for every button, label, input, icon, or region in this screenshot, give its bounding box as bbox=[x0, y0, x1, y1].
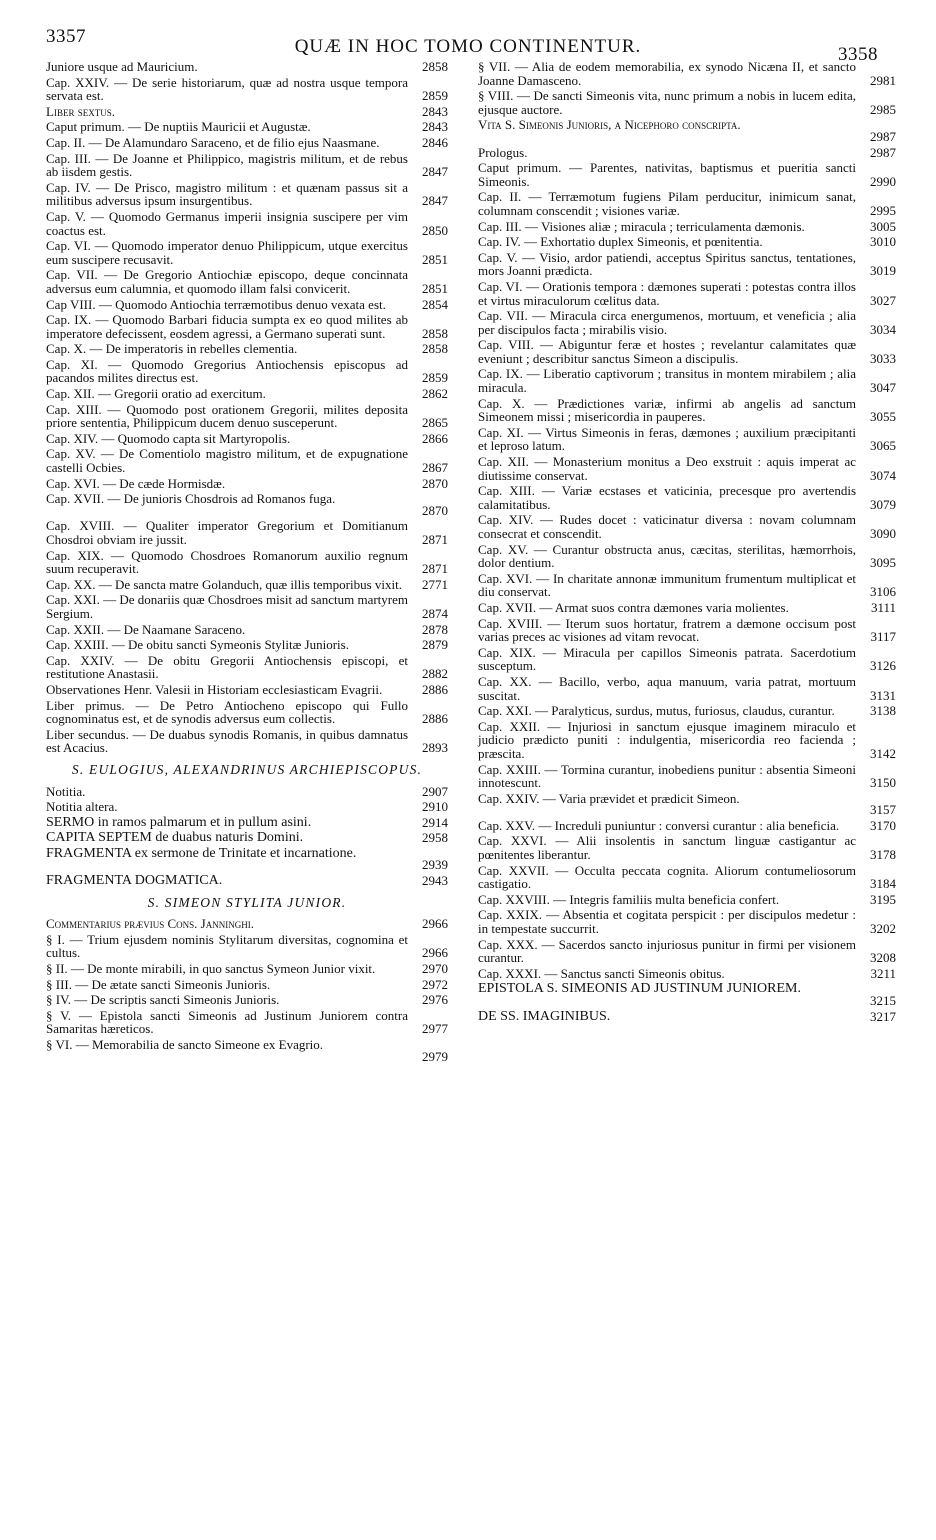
toc-entry-page: 2858 bbox=[422, 341, 448, 357]
toc-entry-text: DE SS. IMAGINIBUS. bbox=[478, 1008, 611, 1024]
toc-entry-page: 3117 bbox=[870, 629, 896, 645]
toc-entry-page: 2886 bbox=[422, 711, 448, 727]
toc-entry-text: Cap. XXXI. — Sanctus sancti Simeonis obitus. bbox=[478, 965, 725, 981]
toc-entry bbox=[46, 181, 448, 208]
toc-entry-text: Notitia. bbox=[46, 783, 86, 799]
toc-entry-page: 2879 bbox=[422, 637, 448, 653]
toc-entry-page: 2846 bbox=[422, 134, 448, 150]
toc-entry-page: 2867 bbox=[422, 460, 448, 476]
toc-entry bbox=[46, 403, 448, 430]
toc-entry-text: Vita S. Simeonis Junioris, a Nicephoro conscripta. bbox=[478, 117, 741, 133]
toc-entry-page: 3111 bbox=[870, 599, 896, 615]
toc-entry bbox=[46, 917, 448, 931]
toc-entry bbox=[478, 792, 896, 817]
toc-entry bbox=[478, 617, 896, 644]
toc-entry-page: 3033 bbox=[870, 350, 896, 366]
toc-entry bbox=[46, 210, 448, 237]
toc-entry-text: Liber primus. — De Petro Antiocheno episcopo qui Fullo cognominatus est, et de synodis adversus eum collectis. bbox=[46, 697, 408, 727]
toc-entry bbox=[478, 161, 896, 188]
toc-entry-page: 3184 bbox=[870, 876, 896, 892]
toc-entry-page: 2871 bbox=[422, 532, 448, 547]
toc-entry bbox=[478, 982, 896, 1007]
toc-entry bbox=[478, 338, 896, 365]
toc-entry-text: Commentarius prævius Cons. Janninghi. bbox=[46, 916, 254, 932]
toc-entry bbox=[46, 298, 448, 312]
toc-entry-text: § VIII. — De sancti Simeonis vita, nunc primum a nobis in lucem edita, ejusque auctore. bbox=[478, 88, 856, 117]
toc-entry-text: Cap. XIV. — Quomodo capta sit Martyropolis. bbox=[46, 430, 291, 446]
toc-entry-text: Cap. XXVI. — Alii insolentis in sanctum linguæ castigantur ac pœnitentes liberantur. bbox=[478, 833, 856, 863]
toc-entry bbox=[46, 152, 448, 179]
toc-entry-text: Cap. VII. — De Gregorio Antiochiæ episcopo, deque concinnata adversus eum calumnia, et quomodo illam falsi convicerit. bbox=[46, 267, 408, 296]
toc-entry-page: 2859 bbox=[422, 370, 448, 386]
toc-entry-page: 3019 bbox=[870, 263, 896, 279]
toc-entry bbox=[46, 593, 448, 620]
toc-entry-page: 3095 bbox=[870, 555, 896, 571]
toc-entry-text: Cap. VI. — Orationis tempora : dæmones superati : potestas contra illos et virtus miraculorum cœlitus data. bbox=[478, 278, 856, 308]
toc-entry-text: Cap. XXX. — Sacerdos sancto injuriosus punitur in firmi per visionem curantur. bbox=[478, 936, 856, 966]
toc-entry-text: Cap. XVI. — De cæde Hormisdæ. bbox=[46, 475, 226, 491]
left-column bbox=[46, 60, 448, 1065]
running-title: QUÆ IN HOC TOMO CONTINENTUR. bbox=[294, 36, 642, 57]
toc-entry-text: CAPITA SEPTEM de duabus naturis Domini. bbox=[46, 830, 304, 846]
toc-entry bbox=[46, 683, 448, 697]
section-heading: S. EULOGIUS, ALEXANDRINUS ARCHIEPISCOPUS. bbox=[71, 761, 423, 777]
toc-entry-text: Cap. IV. — De Prisco, magistro militum : et quænam passus sit a militibus adversus ipsum insurgentibus. bbox=[46, 179, 408, 209]
toc-entry bbox=[46, 342, 448, 356]
toc-entry-text: Cap. VIII. — Abiguntur feræ et hostes ; revelantur calamitates quæ eveniunt ; describitur sanctus Simeon a discipulis. bbox=[478, 337, 856, 366]
toc-entry bbox=[478, 309, 896, 336]
toc-entry-text: Prologus. bbox=[478, 144, 528, 160]
toc-entry-page: 2843 bbox=[422, 103, 448, 119]
toc-entry-page: 2886 bbox=[422, 681, 448, 697]
toc-entry-text: Cap. VII. — Miracula circa energumenos, mortuum, et veneficia ; alia per discipulos facta ; mirabilis visio. bbox=[478, 308, 856, 337]
toc-entry bbox=[46, 578, 448, 592]
toc-entry-page: 2870 bbox=[422, 475, 448, 491]
toc-entry-page: 2966 bbox=[422, 916, 448, 932]
toc-entry bbox=[478, 397, 896, 424]
toc-entry bbox=[478, 513, 896, 540]
toc-entry-text: Cap. XIII. — Variæ ecstases et vaticinia, precesque pro avertendis calamitatibus. bbox=[478, 483, 856, 512]
toc-entry-page: 2862 bbox=[422, 386, 448, 402]
toc-entry-text: Cap. XX. — Bacillo, verbo, aqua manuum, varia patrat, mortuum suscitat. bbox=[478, 673, 856, 703]
toc-entry-text: Cap. XIX. — Quomodo Chosdroes Romanorum auxilio regnum suum recuperavit. bbox=[46, 547, 408, 577]
toc-entry-page: 2871 bbox=[422, 561, 448, 577]
toc-entry-page: 2865 bbox=[422, 415, 448, 431]
toc-entry-text: Cap. XIII. — Quomodo post orationem Gregorii, milites deposita priore sententia, Philippicum ducem denuo susceperunt. bbox=[46, 401, 408, 431]
toc-entry-text: § I. — Trium ejusdem nominis Stylitarum diversitas, cognomina et cultus. bbox=[46, 931, 408, 961]
toc-entry-page: 2987 bbox=[870, 128, 896, 144]
toc-entry-page: 3034 bbox=[870, 321, 896, 337]
toc-entry bbox=[478, 426, 896, 453]
toc-entry-page: 2854 bbox=[422, 296, 448, 312]
toc-entry-page: 3131 bbox=[870, 687, 896, 703]
toc-entry-text: Cap. XXII. — Injuriosi in sanctum ejusque imaginem miraculo et judicio prædicto puniti : indulgentia, misericordia reo facienda ; præscita. bbox=[478, 718, 856, 761]
toc-entry-text: Liber secundus. — De duabus synodis Romanis, in quibus damnatus est Acacius. bbox=[46, 726, 408, 756]
toc-entry bbox=[46, 638, 448, 652]
toc-entry bbox=[46, 978, 448, 992]
toc-entry-text: Caput primum. — De nuptiis Mauricii et Augustæ. bbox=[46, 119, 311, 135]
toc-entry bbox=[46, 993, 448, 1007]
toc-entry-text: Cap. II. — De Alamundaro Saraceno, et de filio ejus Naasmane. bbox=[46, 134, 380, 150]
toc-entry-text: Cap. XVII. — Armat suos contra dæmones varia molientes. bbox=[478, 599, 789, 615]
toc-entry bbox=[478, 763, 896, 790]
toc-entry bbox=[46, 933, 448, 960]
toc-entry-page: 2874 bbox=[422, 605, 448, 621]
toc-entry-page: 3138 bbox=[870, 703, 896, 719]
toc-entry-page: 2972 bbox=[422, 976, 448, 992]
toc-entry bbox=[46, 962, 448, 976]
toc-entry bbox=[478, 601, 896, 615]
toc-entry-text: FRAGMENTA DOGMATICA. bbox=[46, 873, 223, 889]
toc-entry-page: 2910 bbox=[422, 799, 448, 815]
toc-entry-text: Liber sextus. bbox=[46, 103, 115, 119]
toc-entry-page: 3079 bbox=[870, 496, 896, 512]
toc-entry bbox=[478, 455, 896, 482]
toc-entry bbox=[478, 967, 896, 981]
page-number-left: 3357 bbox=[46, 26, 86, 47]
toc-entry-page: 3090 bbox=[870, 526, 896, 541]
toc-entry-text: Cap. XVI. — In charitate annonæ immunitum frumentum multiplicat et diu conservat. bbox=[478, 570, 856, 600]
toc-entry-page: 2878 bbox=[422, 621, 448, 637]
toc-entry-text: Cap. XVIII. — Iterum suos hortatur, fratrem a dæmone occisum post varias preces ac visiones ad vitam revocat. bbox=[478, 615, 856, 645]
toc-entry-text: Cap. XIV. — Rudes docet : vaticinatur diversa : novam columnam consecrat et conscendit. bbox=[478, 512, 856, 541]
toc-entry bbox=[478, 118, 896, 143]
toc-entry-text: Cap. XXI. — Paralyticus, surdus, mutus, furiosus, claudus, curantur. bbox=[478, 703, 835, 719]
toc-entry-text: Cap. XI. — Quomodo Gregorius Antiochensis episcopus ad pacandos milites directus est. bbox=[46, 356, 408, 386]
toc-entry-page: 2977 bbox=[422, 1021, 448, 1037]
toc-entry-page: 3211 bbox=[870, 965, 896, 981]
toc-entry-page: 2847 bbox=[422, 164, 448, 180]
toc-entry-text: EPISTOLA S. SIMEONIS AD JUSTINUM JUNIOREM. bbox=[478, 981, 801, 997]
toc-entry-page: 3074 bbox=[870, 467, 896, 483]
toc-entry-page: 2866 bbox=[422, 430, 448, 446]
toc-entry bbox=[46, 387, 448, 401]
toc-entry bbox=[46, 477, 448, 491]
toc-entry-text: Notitia altera. bbox=[46, 799, 118, 815]
toc-entry bbox=[46, 654, 448, 681]
toc-entry-text: Cap. XXIV. — De obitu Gregorii Antiochensis episcopi, et restitutione Anastasii. bbox=[46, 652, 408, 682]
toc-entry-text: Cap. XXIII. — Tormina curantur, inobediens punitur : absentia Simeoni innotescunt. bbox=[478, 761, 856, 791]
toc-entry bbox=[46, 432, 448, 446]
toc-entry-page: 2970 bbox=[422, 961, 448, 977]
toc-entry bbox=[478, 484, 896, 511]
toc-entry-page: 2976 bbox=[422, 992, 448, 1008]
toc-entry bbox=[478, 819, 896, 833]
toc-entry bbox=[478, 646, 896, 673]
toc-entry-page: 2851 bbox=[422, 280, 448, 296]
toc-entry-text: Cap. III. — Visiones aliæ ; miracula ; terriculamenta dæmonis. bbox=[478, 218, 805, 234]
toc-entry-page: 2870 bbox=[422, 502, 448, 518]
toc-entry bbox=[46, 728, 448, 755]
toc-entry-page: 3055 bbox=[870, 409, 896, 425]
toc-entry-text: Cap. VI. — Quomodo imperator denuo Philippicum, utque exercitus eum suscipere recusavit. bbox=[46, 238, 408, 267]
toc-entry bbox=[46, 268, 448, 295]
toc-entry-text: Observationes Henr. Valesii in Historiam ecclesiasticam Evagrii. bbox=[46, 681, 383, 697]
toc-entry-page: 2858 bbox=[422, 325, 448, 341]
toc-entry bbox=[46, 105, 448, 119]
toc-entry-page: 2843 bbox=[422, 119, 448, 135]
toc-entry-text: Cap. IX. — Quomodo Barbari fiducia sumpta ex eo quod milites ab imperatore defecissent, eosdem agressi, a Germano superati sunt. bbox=[46, 312, 408, 341]
toc-entry-text: Cap. IX. — Liberatio captivorum ; transitus in montem mirabilem ; alia miracula. bbox=[478, 366, 856, 396]
toc-entry-page: 3195 bbox=[870, 891, 896, 907]
toc-entry bbox=[478, 864, 896, 891]
toc-entry-page: 2893 bbox=[422, 740, 448, 756]
toc-entry-page: 2966 bbox=[422, 945, 448, 961]
toc-entry bbox=[478, 720, 896, 761]
toc-entry bbox=[478, 89, 896, 116]
toc-entry bbox=[46, 60, 448, 74]
toc-entry-page: 2771 bbox=[422, 576, 448, 592]
toc-entry bbox=[46, 136, 448, 150]
toc-entry bbox=[478, 251, 896, 278]
toc-entry-page: 2858 bbox=[422, 59, 448, 74]
page-number-right: 3358 bbox=[838, 44, 878, 65]
toc-entry-text: Cap. XI. — Virtus Simeonis in feras, dæmones ; auxilium præcipitanti et leproso latum. bbox=[478, 424, 856, 454]
toc-entry-text: Cap VIII. — Quomodo Antiochia terræmotibus denuo vexata est. bbox=[46, 296, 386, 312]
toc-entry bbox=[478, 235, 896, 249]
toc-entry-page: 3010 bbox=[870, 234, 896, 250]
toc-entry-text: FRAGMENTA ex sermone de Trinitate et incarnatione. bbox=[46, 845, 357, 861]
toc-entry bbox=[46, 874, 448, 888]
toc-entry-text: § VI. — Memorabilia de sancto Simeone ex Evagrio. bbox=[46, 1037, 324, 1052]
toc-entry-page: 2985 bbox=[870, 101, 896, 117]
toc-entry-page: 3106 bbox=[870, 584, 896, 600]
toc-entry bbox=[46, 492, 448, 517]
toc-entry-text: Cap. XXIV. — De serie historiarum, quæ ad nostra usque tempora servata est. bbox=[46, 74, 408, 104]
toc-entry bbox=[478, 190, 896, 217]
toc-entry bbox=[46, 1038, 448, 1063]
toc-entry-text: Cap. XVII. — De junioris Chosdrois ad Romanos fuga. bbox=[46, 491, 336, 507]
toc-entry-page: 3157 bbox=[870, 802, 896, 818]
toc-entry-page: 3065 bbox=[870, 438, 896, 454]
toc-entry-page: 2943 bbox=[422, 873, 448, 889]
toc-entry bbox=[478, 146, 896, 160]
toc-entry bbox=[478, 572, 896, 599]
toc-entry-text: Cap. XXVII. — Occulta peccata cognita. Aliorum contumeliosorum castigatio. bbox=[478, 862, 856, 892]
toc-entry-text: § III. — De ætate sancti Simeonis Junioris. bbox=[46, 976, 271, 992]
toc-entry bbox=[46, 831, 448, 845]
toc-entry-text: Cap. XX. — De sancta matre Golanduch, quæ illis temporibus vixit. bbox=[46, 576, 402, 592]
toc-entry bbox=[46, 447, 448, 474]
toc-entry-text: Juniore usque ad Mauricium. bbox=[46, 59, 198, 74]
toc-entry-text: Cap. XII. — Gregorii oratio ad exercitum. bbox=[46, 386, 266, 402]
toc-entry bbox=[46, 699, 448, 726]
toc-entry bbox=[478, 367, 896, 394]
toc-entry bbox=[478, 675, 896, 702]
toc-entry-text: Caput primum. — Parentes, nativitas, baptismus et pueritia sancti Simeonis. bbox=[478, 160, 856, 189]
toc-entry-text: Cap. XXII. — De Naamane Saraceno. bbox=[46, 621, 246, 637]
toc-entry bbox=[46, 239, 448, 266]
toc-entry-page: 2850 bbox=[422, 222, 448, 238]
toc-entry bbox=[46, 76, 448, 103]
toc-entry-page: 3027 bbox=[870, 292, 896, 308]
toc-entry-text: Cap. X. — De imperatoris in rebelles clementia. bbox=[46, 341, 298, 357]
toc-entry-page: 3150 bbox=[870, 775, 896, 791]
right-column bbox=[478, 60, 896, 1025]
toc-entry bbox=[478, 834, 896, 861]
toc-entry bbox=[46, 519, 448, 546]
toc-entry-page: 2990 bbox=[870, 173, 896, 189]
toc-entry-text: Cap. XXIII. — De obitu sancti Symeonis Stylitæ Junioris. bbox=[46, 637, 349, 653]
toc-entry-page: 3047 bbox=[870, 380, 896, 396]
toc-entry bbox=[46, 623, 448, 637]
toc-entry-page: 2882 bbox=[422, 666, 448, 682]
toc-entry-text: Cap. IV. — Exhortatio duplex Simeonis, et pœnitentia. bbox=[478, 234, 763, 250]
toc-entry-page: 3170 bbox=[870, 817, 896, 833]
toc-entry-text: Cap. XV. — De Comentiolo magistro militum, et de expugnatione castelli Ocbies. bbox=[46, 446, 408, 476]
toc-entry-page: 3208 bbox=[870, 950, 896, 966]
toc-entry bbox=[478, 938, 896, 965]
toc-entry-text: Cap. III. — De Joanne et Philippico, magistris militum, et de rebus ab iisdem gestis. bbox=[46, 150, 408, 180]
section-heading: S. SIMEON STYLITA JUNIOR. bbox=[147, 894, 347, 910]
toc-entry bbox=[46, 785, 448, 799]
toc-entry-page: 2907 bbox=[422, 783, 448, 799]
toc-entry-page: 2958 bbox=[422, 830, 448, 846]
toc-entry-page: 3215 bbox=[870, 993, 896, 1008]
toc-entry-text: § II. — De monte mirabili, in quo sanctus Symeon Junior vixit. bbox=[46, 961, 376, 977]
toc-entry-page: 2939 bbox=[422, 857, 448, 873]
toc-entry-text: § IV. — De scriptis sancti Simeonis Junioris. bbox=[46, 992, 280, 1008]
toc-entry bbox=[478, 60, 896, 87]
toc-entry-text: SERMO in ramos palmarum et in pullum asini. bbox=[46, 814, 312, 830]
toc-entry-page: 2914 bbox=[422, 814, 448, 830]
toc-entry-text: Cap. V. — Visio, ardor patiendi, acceptus Spiritus sanctus, tentationes, mors Joanni prædicta. bbox=[478, 249, 856, 279]
toc-entry bbox=[478, 543, 896, 570]
toc-entry bbox=[478, 704, 896, 718]
toc-entry bbox=[478, 1010, 896, 1024]
toc-entry bbox=[46, 800, 448, 814]
toc-entry bbox=[46, 1009, 448, 1036]
toc-entry-text: Cap. XXVIII. — Integris familiis multa beneficia confert. bbox=[478, 891, 780, 907]
toc-entry-text: Cap. XV. — Curantur obstructa anus, cæcitas, sterilitas, hæmorrhois, dolor dentium. bbox=[478, 541, 856, 571]
toc-entry-text: Cap. XVIII. — Qualiter imperator Gregorium et Domitianum Chosdroi obviam ire jussit. bbox=[46, 518, 408, 547]
toc-entry-page: 2979 bbox=[422, 1048, 448, 1064]
toc-entry-text: Cap. XXIV. — Varia prævidet et prædicit Simeon. bbox=[478, 790, 740, 806]
toc-entry-text: Cap. X. — Prædictiones variæ, infirmi ab angelis ad sanctum Simeonem missi ; misericordia in pauperes. bbox=[478, 395, 856, 425]
toc-entry bbox=[478, 908, 896, 935]
toc-entry bbox=[46, 847, 448, 872]
toc-entry bbox=[46, 816, 448, 830]
toc-entry bbox=[478, 280, 896, 307]
toc-entry-page: 3202 bbox=[870, 921, 896, 937]
toc-entry-text: § VII. — Alia de eodem memorabilia, ex synodo Nicæna II, et sancto Joanne Damasceno. bbox=[478, 59, 856, 88]
toc-entry-text: Cap. XXV. — Increduli puniuntur : conversi curantur : alia beneficia. bbox=[478, 817, 840, 833]
toc-entry-text: Cap. XIX. — Miracula per capillos Simeonis patrata. Sacerdotium susceptum. bbox=[478, 644, 856, 674]
toc-entry-page: 2995 bbox=[870, 202, 896, 218]
toc-entry-text: Cap. XXI. — De donariis quæ Chosdroes misit ad sanctum martyrem Sergium. bbox=[46, 592, 408, 621]
toc-entry-text: Cap. XII. — Monasterium monitus a Deo exstruit : aquis imperat ac diutissime conservat. bbox=[478, 454, 856, 483]
toc-entry-page: 2859 bbox=[422, 88, 448, 104]
toc-entry-text: Cap. V. — Quomodo Germanus imperii insignia suscipere per vim coactus est. bbox=[46, 208, 408, 238]
toc-entry-text: Cap. II. — Terræmotum fugiens Pilam perducitur, inimicum sanat, columnam conscendit ; visiones variæ. bbox=[478, 189, 856, 218]
toc-entry-page: 3005 bbox=[870, 218, 896, 234]
toc-entry-text: § V. — Epistola sancti Simeonis ad Justinum Juniorem contra Samaritas hæreticos. bbox=[46, 1007, 408, 1037]
toc-entry bbox=[46, 358, 448, 385]
toc-entry-page: 2847 bbox=[422, 193, 448, 209]
toc-entry-text: Cap. XXIX. — Absentia et cogitata perspicit : per discipulos medetur : in tempestate succurrit. bbox=[478, 907, 856, 937]
toc-entry bbox=[478, 220, 896, 234]
toc-entry bbox=[46, 120, 448, 134]
toc-entry bbox=[46, 313, 448, 340]
toc-entry-page: 3142 bbox=[870, 745, 896, 761]
toc-entry bbox=[46, 549, 448, 576]
toc-entry-page: 3126 bbox=[870, 658, 896, 674]
toc-entry-page: 3217 bbox=[870, 1008, 896, 1024]
toc-entry-page: 3178 bbox=[870, 847, 896, 863]
toc-entry bbox=[478, 893, 896, 907]
toc-entry-page: 2851 bbox=[422, 251, 448, 267]
toc-entry-page: 2987 bbox=[870, 144, 896, 160]
toc-entry-page: 2981 bbox=[870, 72, 896, 88]
